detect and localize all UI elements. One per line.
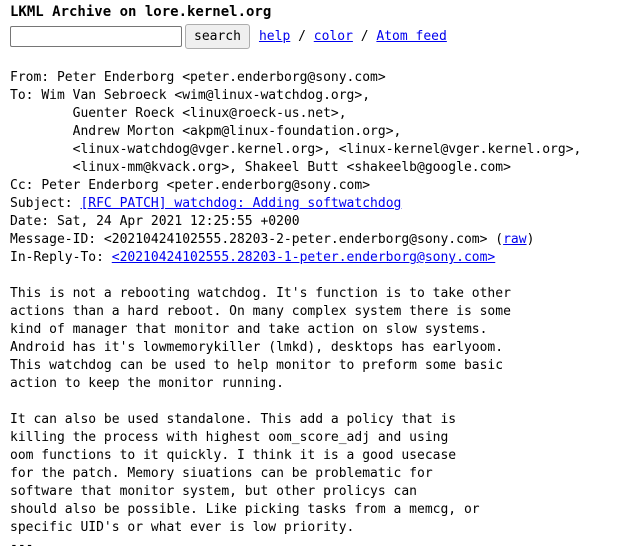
to-line: <linux-watchdog@vger.kernel.org>, <linux-kernel@vger.kernel.org>, [72,142,582,157]
from-label: From: [10,70,50,85]
body-line: specific UID's or what ever is low priority. [10,520,355,535]
date-label: Date: [10,214,50,229]
signature-separator: --- [10,538,34,553]
raw-close-paren: ) [526,232,535,247]
message-id-value: <20210424102555.28203-2-peter.enderborg@sony.com> [103,232,488,247]
body-line: This is not a rebooting watchdog. It's function is to take other [10,286,511,301]
subject-link[interactable]: [RFC PATCH] watchdog: Adding softwatchdog [80,196,402,211]
body-line: It can also be used standalone. This add a policy that is [10,412,457,427]
help-link[interactable]: help [258,29,291,44]
body-line: kind of manager that monitor and take action on slow systems. [10,322,488,337]
in-reply-to-link[interactable]: <20210424102555.28203-1-peter.enderborg@sony.com> [111,250,496,265]
body-line: should also be possible. Like picking tasks from a memcg, or [10,502,480,517]
body-line: actions than a hard reboot. On many complex system there is some [10,304,511,319]
body-line: for the patch. Memory siuations can be problematic for [10,466,433,481]
message-body [10,285,618,555]
site-title: LKML Archive on lore.kernel.org [10,4,272,20]
raw-open-paren: ( [495,232,504,247]
in-reply-to-label: In-Reply-To: [10,250,104,265]
nav-separator: / [290,29,314,44]
subject-label: Subject: [10,196,73,211]
body-line: Android has it's lowmemorykiller (lmkd), desktops has earlyoom. [10,340,504,355]
message-headers [10,69,618,267]
message-id-label: Message-ID: [10,232,97,247]
body-line: killing the process with highest oom_score_adj and using [10,430,449,445]
atom-feed-link[interactable]: Atom feed [376,29,447,44]
nav-links [259,29,447,44]
search-button[interactable]: search [185,24,250,49]
from-value: Peter Enderborg <peter.enderborg@sony.com> [56,70,386,85]
to-line: <linux-mm@kvack.org>, Shakeel Butt <shakeelb@google.com> [72,160,511,175]
search-bar [10,24,618,49]
search-input[interactable] [10,26,182,47]
to-line: Wim Van Sebroeck <wim@linux-watchdog.org>, [41,88,371,103]
body-line: action to keep the monitor running. [10,376,284,391]
cc-value: Peter Enderborg <peter.enderborg@sony.com> [41,178,371,193]
nav-separator: / [352,29,377,44]
color-link[interactable]: color [313,29,353,44]
to-line: Andrew Morton <akpm@linux-foundation.org>, [72,124,402,139]
to-line: Guenter Roeck <linux@roeck-us.net>, [72,106,347,121]
body-line: This watchdog can be used to help monitor to preform some basic [10,358,504,373]
raw-link[interactable]: raw [503,232,527,247]
body-line: software that monitor system, but other prolicys can [10,484,417,499]
body-line: oom functions to it quickly. I think it is a good usecase [10,448,457,463]
cc-label: Cc: [10,178,34,193]
to-label: To: [10,88,34,103]
date-value: Sat, 24 Apr 2021 12:25:55 +0200 [56,214,300,229]
